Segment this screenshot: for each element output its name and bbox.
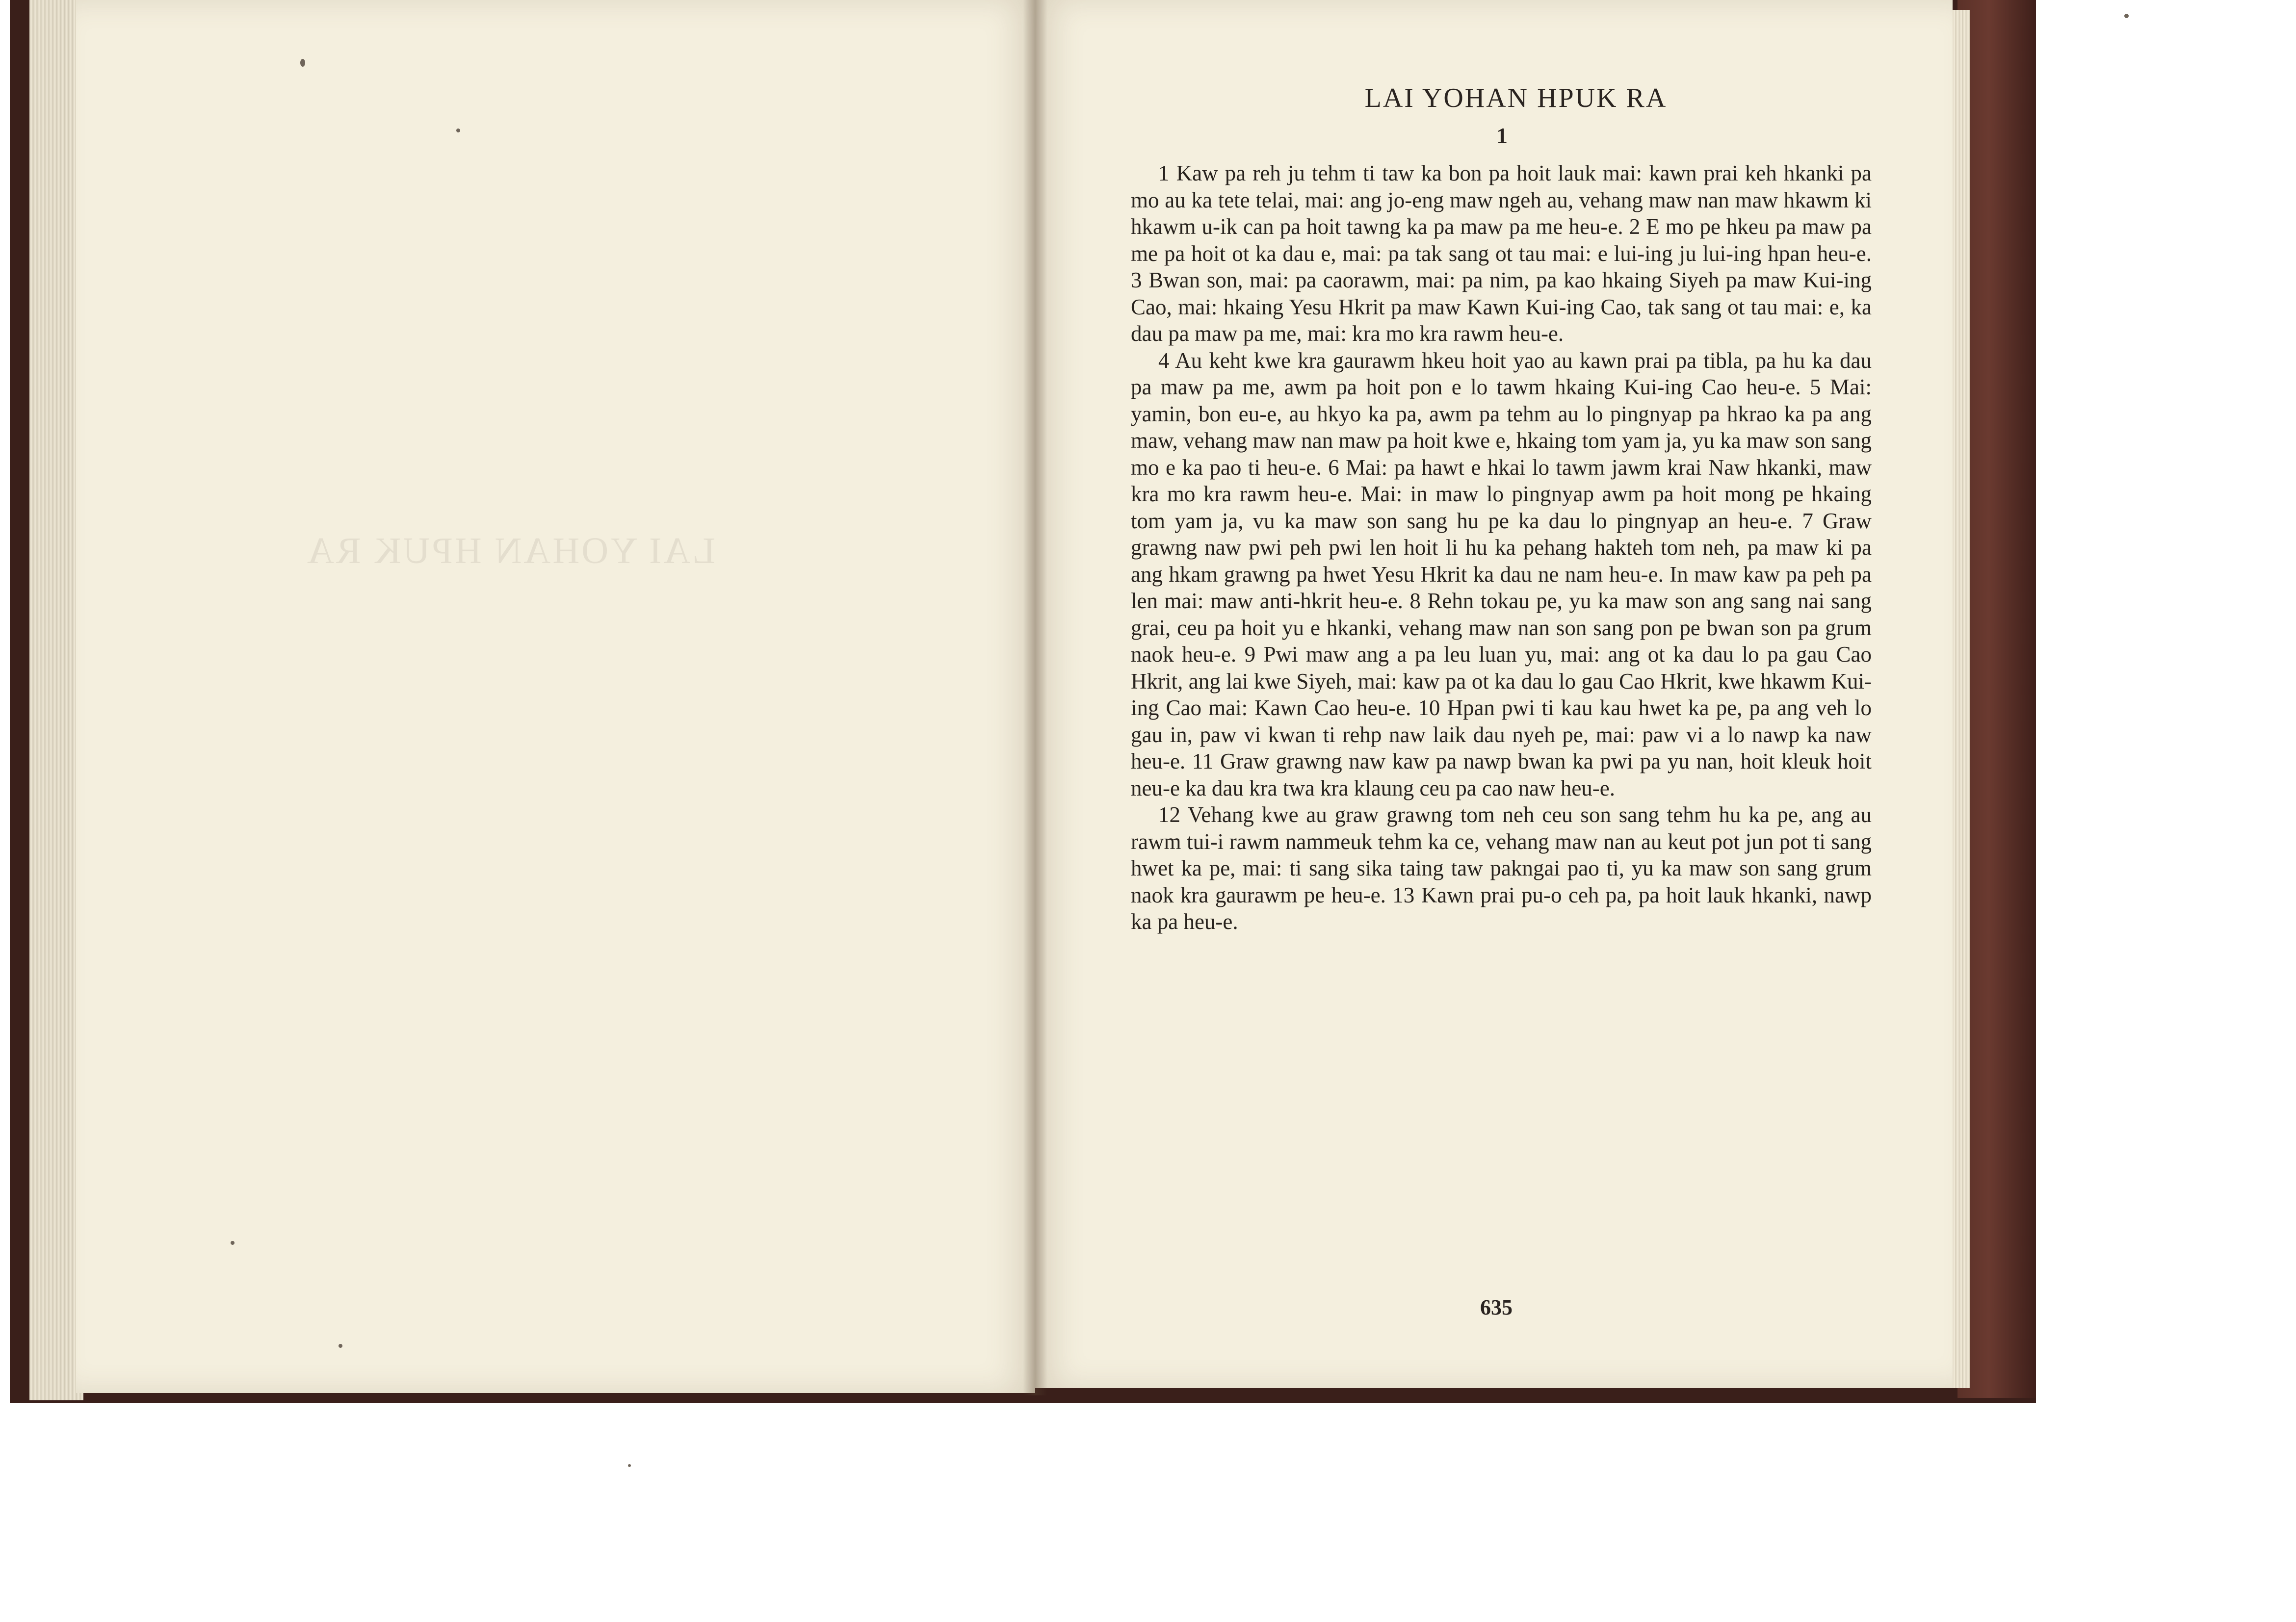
right-page-stack — [1953, 10, 1970, 1388]
running-title: LAI YOHAN HPUK RA — [1364, 83, 1668, 113]
paragraph: 1 Kaw pa reh ju tehm ti taw ka bon pa hoit lauk mai: kawn prai keh hkanki pa mo au ka tete telai, mai: ang jo-eng maw ngeh au, vehang maw nan maw hkawm ki hkawm u-ik can pa hoit tawng ka pa maw pa me heu-e. 2 E mo pe hkeu pa maw pa me pa hoit ot ka dau e, mai: pa tak sang ot tau mai: e lui-ing ju lui-ing hpan heu-e. 3 Bwan son, mai: pa caorawm, mai: pa nim, pa kao hkaing Siyeh pa maw Kui-ing Cao, mai: hkaing Yesu Hkrit pa maw Kawn Kui-ing Cao, tak sang ot tau mai: e, ka dau pa maw pa me, mai: kra mo kra rawm heu-e. — [1131, 161, 1872, 346]
dust-speck — [628, 1464, 631, 1467]
show-through-title: LAI YOHAN HPUK RA — [305, 530, 715, 571]
chapter-number: 1 — [1496, 123, 1508, 148]
dust-speck — [300, 59, 305, 67]
page-number: 635 — [1480, 1295, 1513, 1319]
left-page — [76, 0, 1035, 1393]
left-page-stack — [29, 0, 83, 1400]
dust-speck — [456, 129, 460, 132]
dust-speck — [339, 1344, 342, 1348]
paragraph: 4 Au keht kwe kra gaurawm hkeu hoit yao au kawn prai pa tibla, pa hu ka dau pa maw pa me, awm pa hoit pon e lo tawm hkaing Kui-ing Cao heu-e. 5 Mai: yamin, bon eu-e, au hkyo ka pa, awm pa tehm au lo pingnyap pa hkrao ka pa ang maw, vehang maw nan maw pa hoit kwe e, hkaing tom yam ja, yu ka maw son sang mo e ka pao ti heu-e. 6 Mai: pa hawt e hkai lo tawm jawm krai Naw hkanki, maw kra mo kra rawm heu-e. Mai: in maw lo pingnyap awm pa hoit mong pe hkaing tom yam ja, vu ka maw son sang hu pe ka dau lo pingnyap an heu-e. 7 Graw grawng naw pwi peh pwi len hoit li hu ka pehang hakteh tom neh, pa maw ki pa ang hkam grawng pa hwet Yesu Hkrit ka dau ne nam heu-e. In maw kaw pa peh pa len mai: maw anti-hkrit heu-e. 8 Rehn tokau pe, yu ka maw son ang sang nai sang grai, ceu pa hoit yu e hkanki, vehang maw nan son sang pon pe bwan son pa grum naok heu-e. 9 Pwi maw ang a pa leu luan yu, mai: ang ot ka dau lo pa gau Cao Hkrit, ang lai kwe Siyeh, mai: kaw pa ot ka dau lo gau Cao Hkrit, kwe hkawm Kui-ing Cao mai: Kawn Cao heu-e. 10 Hpan pwi ti kau kau hwet ka pe, pa ang veh lo gau in, paw vi kwan ti rehp naw laik dau nyeh pe, mai: paw vi a lo nawp ka naw heu-e. 11 Graw grawng naw kaw pa nawp bwan ka pwi pa yu nan, hoit kleuk hoit neu-e ka dau kra twa kra klaung ceu pa cao naw heu-e. — [1131, 348, 1872, 800]
book-gutter — [1023, 0, 1047, 1395]
body-text — [1131, 160, 1872, 935]
dust-speck — [231, 1241, 235, 1245]
paragraph: 12 Vehang kwe au graw grawng tom neh ceu son sang tehm hu ka pe, ang au rawm tui-i rawm nammeuk tehm ka ce, vehang maw nan au keut pot jun pot ti sang hwet ka pe, mai: ti sang sika taing taw pakngai pao ti, yu ka maw son sang grum naok kra gaurawm pe heu-e. 13 Kawn prai pu-o ceh pa, pa hoit lauk hkanki, nawp ka pa heu-e. — [1131, 802, 1872, 934]
dust-speck — [2124, 14, 2129, 18]
